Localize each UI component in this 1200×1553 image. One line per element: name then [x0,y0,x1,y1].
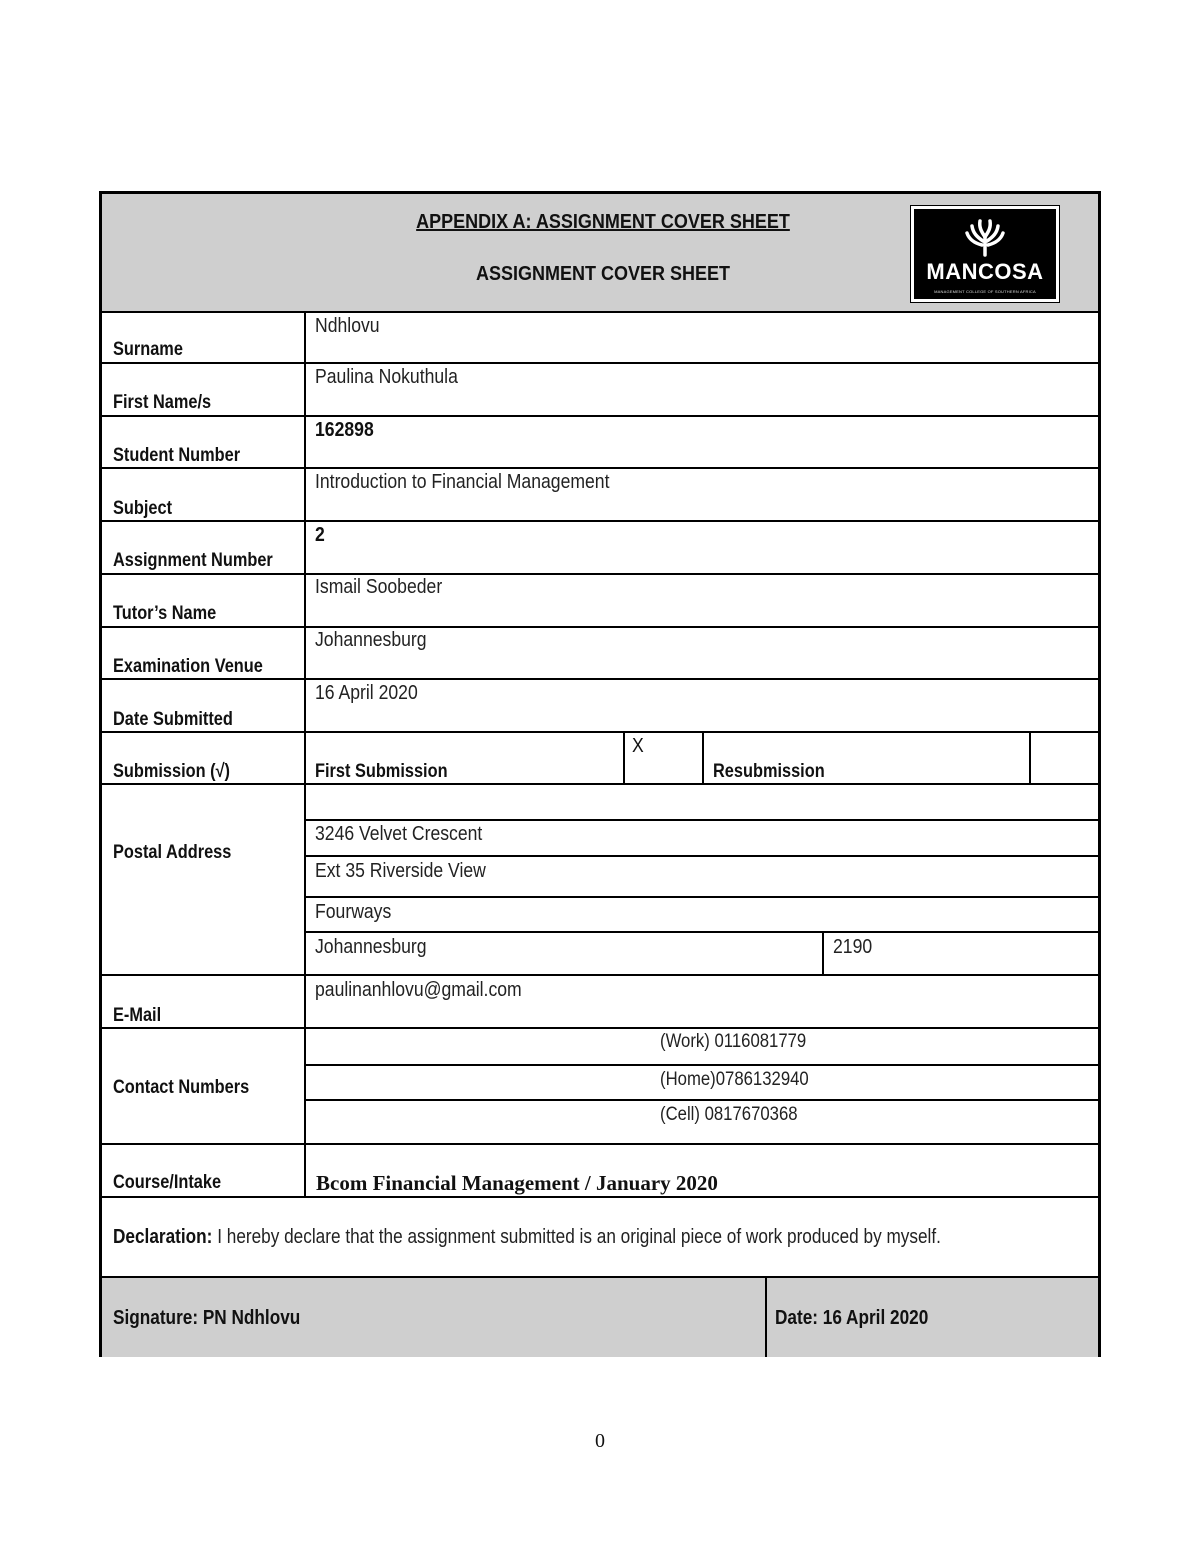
contact-cell: (Cell) 0817670368 [660,1104,798,1125]
student-number-label: Student Number [113,445,241,466]
declaration-label: Declaration: [113,1226,213,1248]
email-label: E-Mail [113,1005,162,1026]
cover-sheet-table [99,191,1101,1357]
page-number: 0 [595,1430,605,1452]
signature-date: Date: 16 April 2020 [775,1307,929,1329]
first-submission-label: First Submission [315,761,448,782]
signature: Signature: PN Ndhlovu [113,1307,301,1329]
postal-line-3: Ext 35 Riverside View [315,860,486,882]
tutor-name-value: Ismail Soobeder [315,576,443,598]
resubmission-label: Resubmission [713,761,825,782]
contact-work: (Work) 0116081779 [660,1031,807,1052]
declaration-text: I hereby declare that the assignment submitted is an original piece of work produced by myself. [217,1226,941,1248]
declaration [113,1226,941,1249]
date-submitted-label: Date Submitted [113,709,233,730]
contact-numbers-label: Contact Numbers [113,1077,250,1098]
tutor-name-label: Tutor’s Name [113,603,217,624]
postal-code: 2190 [833,936,873,958]
course-intake-value: Bcom Financial Management / January 2020 [316,1171,718,1195]
tree-logo-icon [963,217,1007,257]
logo-name: MANCOSA [926,259,1044,284]
date-submitted-value: 16 April 2020 [315,682,418,704]
postal-line-4: Fourways [315,901,392,923]
postal-line-2: 3246 Velvet Crescent [315,823,483,845]
submission-label: Submission (√) [113,761,231,782]
first-names-value: Paulina Nokuthula [315,366,458,388]
logo-tagline: MANAGEMENT COLLEGE OF SOUTHERN AFRICA [934,289,1036,294]
course-intake-label: Course/Intake [113,1172,222,1193]
subject-value: Introduction to Financial Management [315,471,610,493]
exam-venue-label: Examination Venue [113,656,263,677]
mancosa-logo [911,206,1059,302]
exam-venue-value: Johannesburg [315,629,427,651]
postal-address-label: Postal Address [113,842,232,863]
assignment-number-label: Assignment Number [113,550,273,571]
first-names-label: First Name/s [113,392,212,413]
email-value: paulinanhlovu@gmail.com [315,979,522,1001]
appendix-title: APPENDIX A: ASSIGNMENT COVER SHEET [416,211,790,233]
surname-value: Ndhlovu [315,315,380,337]
surname-label: Surname [113,339,183,360]
assignment-number-value: 2 [315,524,325,546]
first-submission-mark: X [632,735,644,757]
subject-label: Subject [113,498,173,519]
student-number-value: 162898 [315,419,374,441]
postal-city: Johannesburg [315,936,427,958]
contact-home: (Home)0786132940 [660,1069,809,1090]
cover-sheet-title: ASSIGNMENT COVER SHEET [475,263,731,285]
